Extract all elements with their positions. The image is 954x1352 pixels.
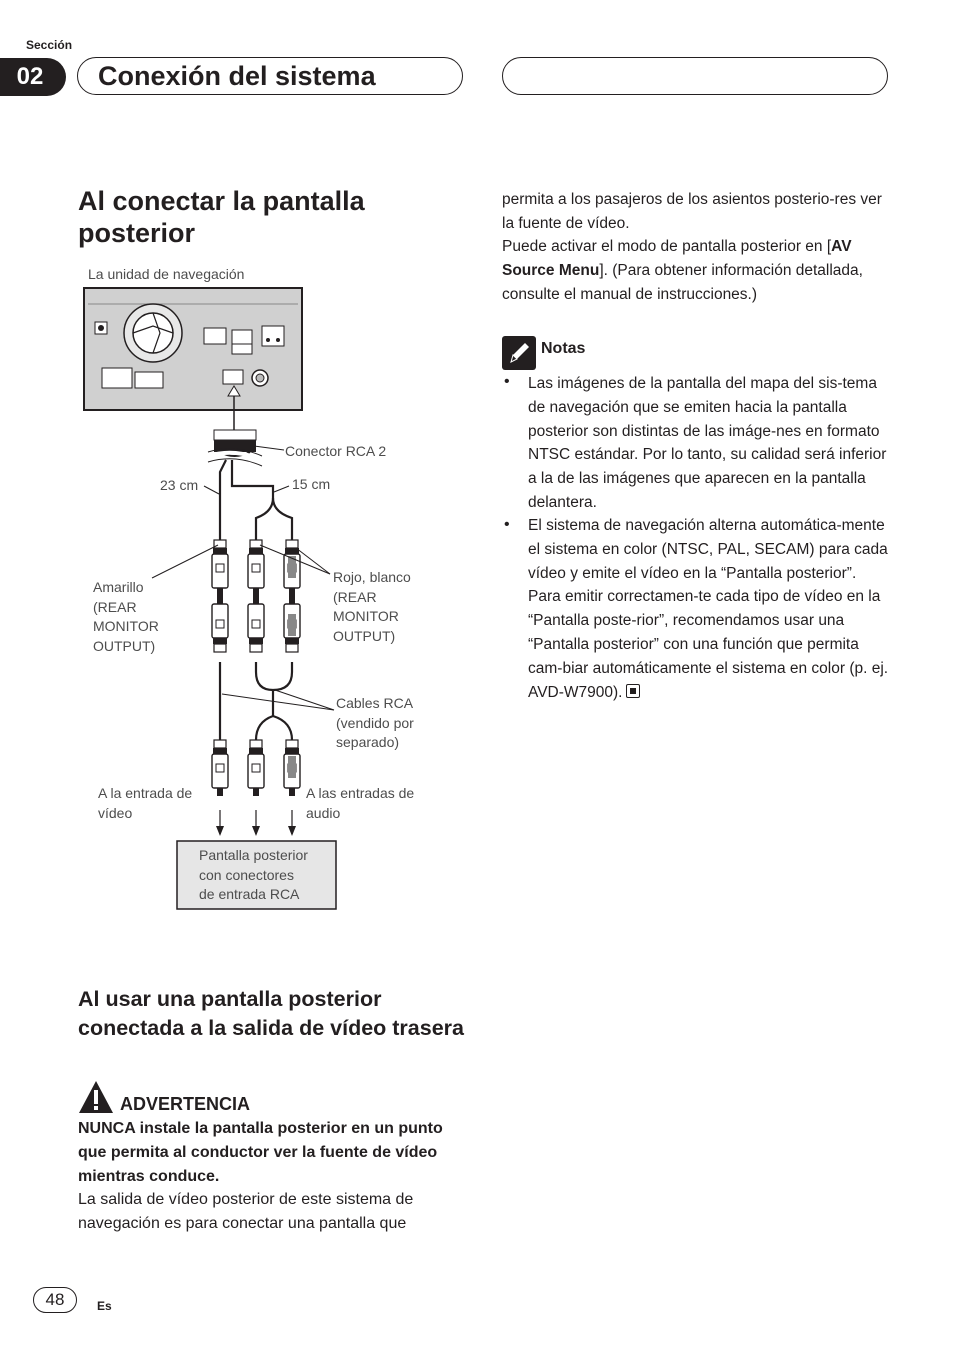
warning-icon [78, 1080, 114, 1114]
bullet-dot: • [504, 516, 510, 533]
rca-cables-label: Cables RCA (vendido por separado) [336, 695, 414, 750]
continuation-paragraph: permita a los pasajeros de los asientos posterio-res ver la fuente de vídeo. [502, 191, 882, 232]
header-empty-frame [502, 57, 888, 95]
main-heading: Al conectar la pantalla posterior [78, 186, 365, 248]
language-label: Es [97, 1299, 112, 1313]
nav-unit-label: La unidad de navegación [88, 266, 245, 282]
yellow-output-label: Amarillo (REAR MONITOR OUTPUT) [93, 579, 159, 654]
bullet-dot: • [504, 373, 510, 390]
warning-body-text: La salida de vídeo posterior de este sistema de navegación es para conectar una pantalla que [78, 1191, 414, 1232]
section-label: Sección [26, 38, 73, 52]
section-title: Conexión del sistema [98, 61, 376, 91]
note-item: El sistema de navegación alterna automática-mente el sistema en color (NTSC, PAL, SECAM) para cada vídeo y emite el vídeo en la “Pantalla posterior”. Para emitir correctamen-te cada tipo de vídeo en la “Pantalla poste-rior”, recomendamos usar una “Pantalla posterior” con una función que permita cam-biar automáticamente el sistema en color (p. ej. AVD-W7900). [528, 517, 889, 701]
end-mark-icon [626, 684, 640, 698]
page-number: 48 [33, 1287, 77, 1313]
length-23-label: 23 cm [160, 477, 199, 493]
sub-heading: Al usar una pantalla posterior conectada a la salida de vídeo trasera [78, 987, 464, 1040]
note-item: Las imágenes de la pantalla del mapa del sis-tema de navegación que se emiten hacia la pantalla posterior son distintas de las imáge-nes en formato NTSC estándar. Por lo tanto, su calidad será inferior a la de las imágenes que aparecen en la pantalla delantera. [528, 375, 887, 511]
section-number-badge: 02 [0, 58, 66, 96]
notes-label: Notas [541, 340, 586, 357]
audio-input-label: A las entradas de audio [306, 785, 415, 821]
length-15-label: 15 cm [292, 476, 331, 492]
connector-label: Conector RCA 2 [285, 443, 387, 459]
video-input-label: A la entrada de vídeo [98, 785, 193, 821]
activation-paragraph: Puede activar el modo de pantalla posterior en [AV Source Menu]. (Para obtener información detallada, consulte el manual de instrucciones.) [502, 238, 863, 303]
warning-label: ADVERTENCIA [120, 1094, 251, 1114]
warning-bold-text: NUNCA instale la pantalla posterior en un punto que permita al conductor ver la fuente de vídeo mientras conduce. [78, 1120, 443, 1185]
notes-pencil-icon [502, 336, 536, 370]
navigation-unit [84, 288, 302, 410]
red-white-output-label: Rojo, blanco (REAR MONITOR OUTPUT) [333, 569, 411, 644]
rear-display-label: Pantalla posterior con conectores de entrada RCA [199, 847, 308, 902]
